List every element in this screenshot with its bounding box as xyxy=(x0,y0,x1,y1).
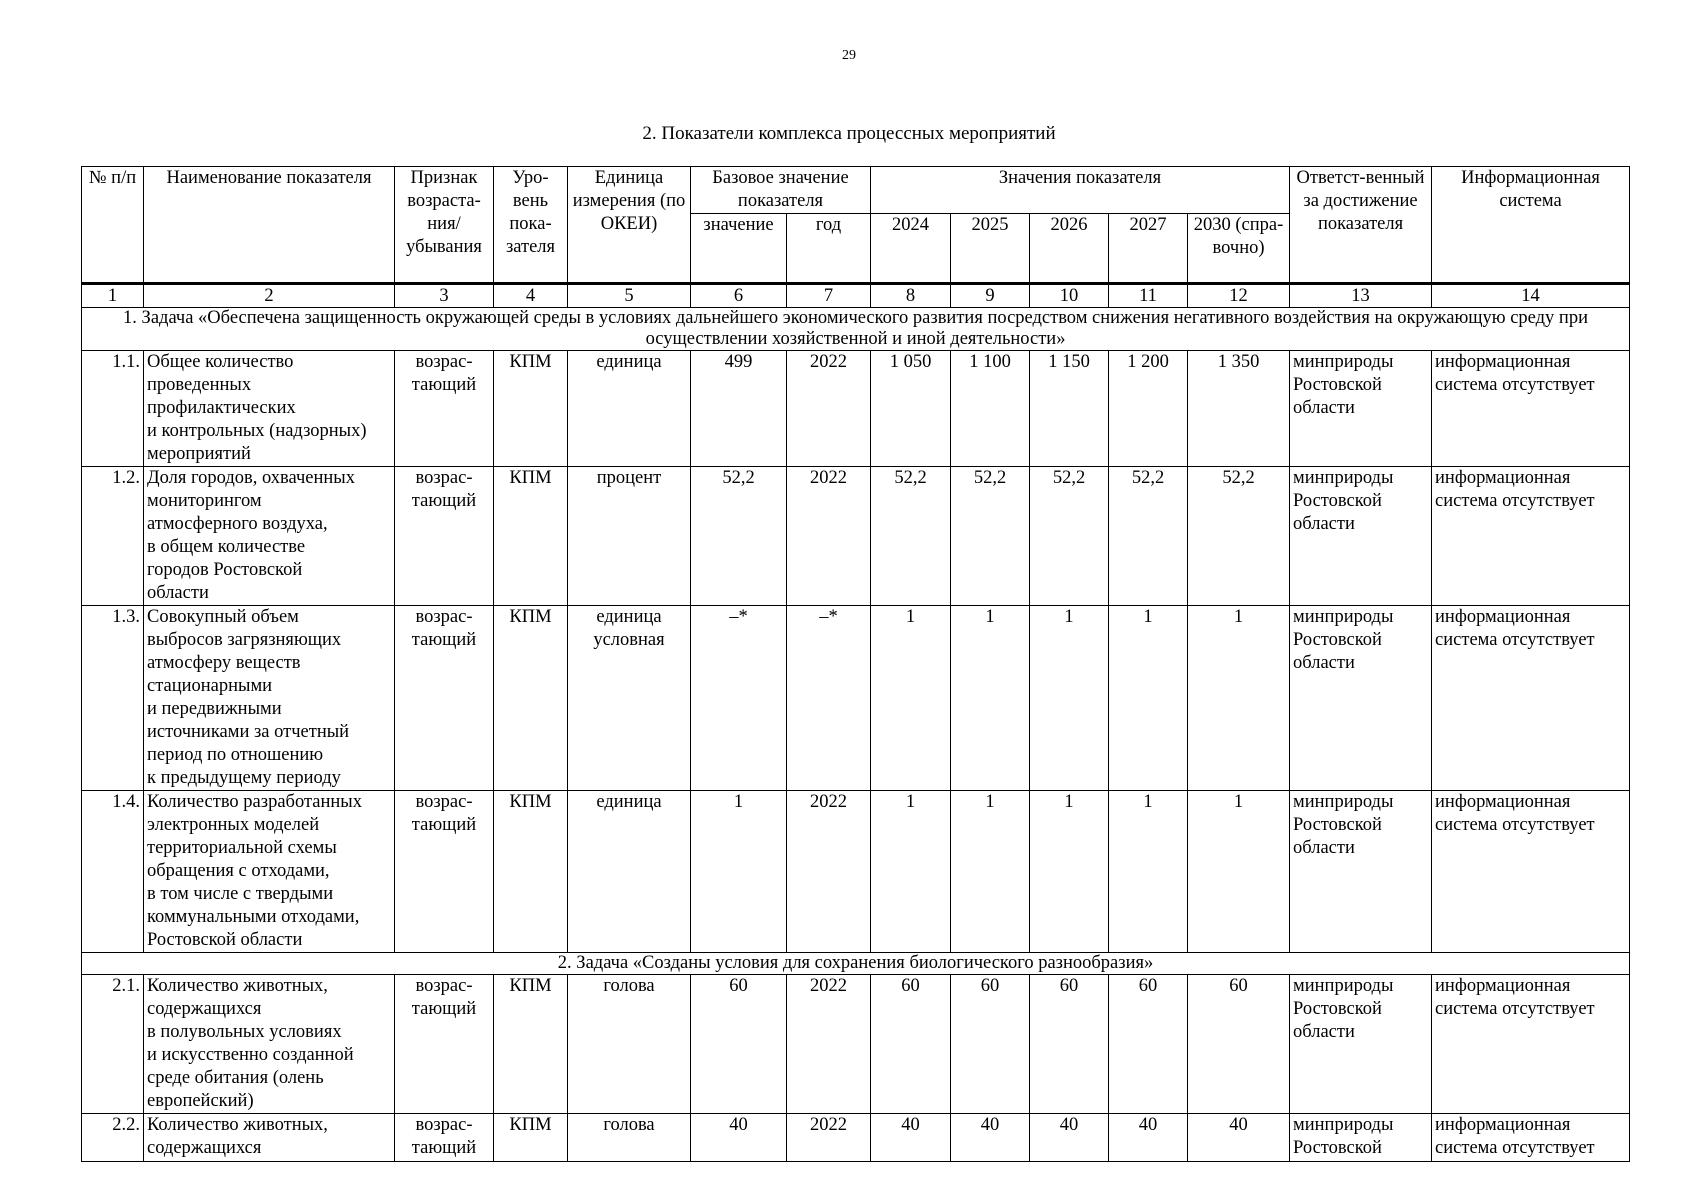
header-values: Значения показателя xyxy=(871,167,1290,214)
row-unit: единица xyxy=(568,791,691,953)
row-base-value: 52,2 xyxy=(691,467,787,606)
row-name: Совокупный объем выбросов загрязняющих атмосферу веществ стационарными и передвижными источниками за отчетный период по отношению к предыдущему периоду xyxy=(144,606,395,791)
row-value-2026: 52,2 xyxy=(1030,467,1109,606)
row-unit: единица xyxy=(568,351,691,467)
row-value-2025: 1 xyxy=(951,606,1030,791)
column-number: 9 xyxy=(951,284,1030,308)
header-base: Базовое значение показателя xyxy=(691,167,871,214)
row-name: Общее количество проведенных профилактических и контрольных (надзорных) мероприятий xyxy=(144,351,395,467)
row-value-2030: 60 xyxy=(1188,975,1290,1114)
row-base-year: –* xyxy=(787,606,871,791)
table-body xyxy=(82,284,1630,1162)
row-value-2030: 52,2 xyxy=(1188,467,1290,606)
row-base-year: 2022 xyxy=(787,975,871,1114)
column-number: 10 xyxy=(1030,284,1109,308)
row-base-year: 2022 xyxy=(787,791,871,953)
row-sign: возрас- тающий xyxy=(395,1114,494,1162)
row-value-2026: 1 xyxy=(1030,791,1109,953)
row-unit: голова xyxy=(568,975,691,1114)
row-value-2024: 40 xyxy=(871,1114,951,1162)
row-num: 2.2. xyxy=(82,1114,144,1162)
row-name: Доля городов, охваченных мониторингом атмосферного воздуха, в общем количестве городов Ростовской области xyxy=(144,467,395,606)
row-value-2025: 1 100 xyxy=(951,351,1030,467)
column-number: 1 xyxy=(82,284,144,308)
column-number: 5 xyxy=(568,284,691,308)
row-value-2027: 60 xyxy=(1109,975,1188,1114)
column-number: 8 xyxy=(871,284,951,308)
row-num: 2.1. xyxy=(82,975,144,1114)
row-info-system: информационная система отсутствует xyxy=(1432,351,1630,467)
row-value-2025: 1 xyxy=(951,791,1030,953)
column-number: 13 xyxy=(1290,284,1432,308)
row-responsible: минприроды Ростовской области xyxy=(1290,975,1432,1114)
table-row xyxy=(82,606,1630,791)
row-value-2024: 1 xyxy=(871,606,951,791)
row-base-value: 60 xyxy=(691,975,787,1114)
row-value-2025: 40 xyxy=(951,1114,1030,1162)
row-sign: возрас- тающий xyxy=(395,975,494,1114)
row-level: КПМ xyxy=(494,975,568,1114)
row-responsible: минприроды Ростовской xyxy=(1290,1114,1432,1162)
indicators-table xyxy=(81,166,1630,1162)
row-value-2027: 52,2 xyxy=(1109,467,1188,606)
header-info-system: Информационная система xyxy=(1432,167,1630,284)
task-2-title: 2. Задача «Созданы условия для сохранения биологического разнообразия» xyxy=(82,953,1630,975)
row-info-system: информационная система отсутствует xyxy=(1432,791,1630,953)
row-value-2024: 60 xyxy=(871,975,951,1114)
row-num: 1.3. xyxy=(82,606,144,791)
row-sign: возрас- тающий xyxy=(395,791,494,953)
header-year-2026: 2026 xyxy=(1030,214,1109,284)
row-sign: возрас- тающий xyxy=(395,606,494,791)
row-value-2027: 40 xyxy=(1109,1114,1188,1162)
row-level: КПМ xyxy=(494,351,568,467)
row-name: Количество животных, содержащихся в полувольных условиях и искусственно созданной среде обитания (олень европейский) xyxy=(144,975,395,1114)
row-level: КПМ xyxy=(494,606,568,791)
row-responsible: минприроды Ростовской области xyxy=(1290,791,1432,953)
row-value-2025: 52,2 xyxy=(951,467,1030,606)
header-level: Уро-вень пока-зателя xyxy=(494,167,568,284)
row-base-value: 1 xyxy=(691,791,787,953)
row-base-year: 2022 xyxy=(787,467,871,606)
header-name: Наименование показателя xyxy=(144,167,395,284)
row-value-2025: 60 xyxy=(951,975,1030,1114)
header-responsible: Ответст-венный за достижение показателя xyxy=(1290,167,1432,284)
header-year-2025: 2025 xyxy=(951,214,1030,284)
row-level: КПМ xyxy=(494,1114,568,1162)
table-row xyxy=(82,791,1630,953)
column-number: 11 xyxy=(1109,284,1188,308)
row-sign: возрас- тающий xyxy=(395,467,494,606)
task-row xyxy=(82,953,1630,975)
row-responsible: минприроды Ростовской области xyxy=(1290,351,1432,467)
table-row xyxy=(82,351,1630,467)
row-value-2030: 1 350 xyxy=(1188,351,1290,467)
header-base-value: значение xyxy=(691,214,787,284)
table-row xyxy=(82,1114,1630,1162)
row-unit: голова xyxy=(568,1114,691,1162)
row-value-2027: 1 200 xyxy=(1109,351,1188,467)
row-level: КПМ xyxy=(494,791,568,953)
row-level: КПМ xyxy=(494,467,568,606)
column-number: 4 xyxy=(494,284,568,308)
row-base-value: –* xyxy=(691,606,787,791)
page-number: 29 xyxy=(842,48,856,63)
row-value-2026: 40 xyxy=(1030,1114,1109,1162)
header-year-2027: 2027 xyxy=(1109,214,1188,284)
row-info-system: информационная система отсутствует xyxy=(1432,467,1630,606)
task-1-title: 1. Задача «Обеспечена защищенность окружающей среды в условиях дальнейшего экономического развития посредством снижения негативного воздействия на окружающую среду при осуществлении хозяйственной и иной деятельности» xyxy=(82,308,1630,351)
row-num: 1.4. xyxy=(82,791,144,953)
row-value-2030: 1 xyxy=(1188,606,1290,791)
table-row xyxy=(82,975,1630,1114)
row-num: 1.1. xyxy=(82,351,144,467)
row-value-2024: 1 xyxy=(871,791,951,953)
row-value-2026: 1 150 xyxy=(1030,351,1109,467)
row-value-2024: 1 050 xyxy=(871,351,951,467)
column-number: 2 xyxy=(144,284,395,308)
table-header xyxy=(82,167,1630,284)
row-responsible: минприроды Ростовской области xyxy=(1290,467,1432,606)
row-value-2026: 60 xyxy=(1030,975,1109,1114)
column-numbers-row xyxy=(82,284,1630,308)
row-value-2030: 1 xyxy=(1188,791,1290,953)
row-num: 1.2. xyxy=(82,467,144,606)
row-base-value: 499 xyxy=(691,351,787,467)
header-num: № п/п xyxy=(82,167,144,284)
column-number: 3 xyxy=(395,284,494,308)
row-base-year: 2022 xyxy=(787,351,871,467)
row-name: Количество животных, содержащихся xyxy=(144,1114,395,1162)
row-value-2027: 1 xyxy=(1109,791,1188,953)
header-year-2030: 2030 (спра-вочно) xyxy=(1188,214,1290,284)
row-name: Количество разработанных электронных моделей территориальной схемы обращения с отходами, в том числе с твердыми коммунальными отходами, Ростовской области xyxy=(144,791,395,953)
row-unit: процент xyxy=(568,467,691,606)
column-number: 7 xyxy=(787,284,871,308)
row-base-value: 40 xyxy=(691,1114,787,1162)
header-base-year: год xyxy=(787,214,871,284)
row-value-2027: 1 xyxy=(1109,606,1188,791)
row-info-system: информационная система отсутствует xyxy=(1432,975,1630,1114)
header-year-2024: 2024 xyxy=(871,214,951,284)
row-value-2030: 40 xyxy=(1188,1114,1290,1162)
row-value-2024: 52,2 xyxy=(871,467,951,606)
header-unit: Единица измерения (по ОКЕИ) xyxy=(568,167,691,284)
row-value-2026: 1 xyxy=(1030,606,1109,791)
section-title: 2. Показатели комплекса процессных мероприятий xyxy=(642,123,1056,144)
row-base-year: 2022 xyxy=(787,1114,871,1162)
row-sign: возрас- тающий xyxy=(395,351,494,467)
row-responsible: минприроды Ростовской области xyxy=(1290,606,1432,791)
table-row xyxy=(82,467,1630,606)
column-number: 12 xyxy=(1188,284,1290,308)
task-row xyxy=(82,308,1630,351)
column-number: 6 xyxy=(691,284,787,308)
header-sign: Признак возраста-ния/ убывания xyxy=(395,167,494,284)
row-info-system: информационная система отсутствует xyxy=(1432,1114,1630,1162)
row-info-system: информационная система отсутствует xyxy=(1432,606,1630,791)
row-unit: единица условная xyxy=(568,606,691,791)
column-number: 14 xyxy=(1432,284,1630,308)
